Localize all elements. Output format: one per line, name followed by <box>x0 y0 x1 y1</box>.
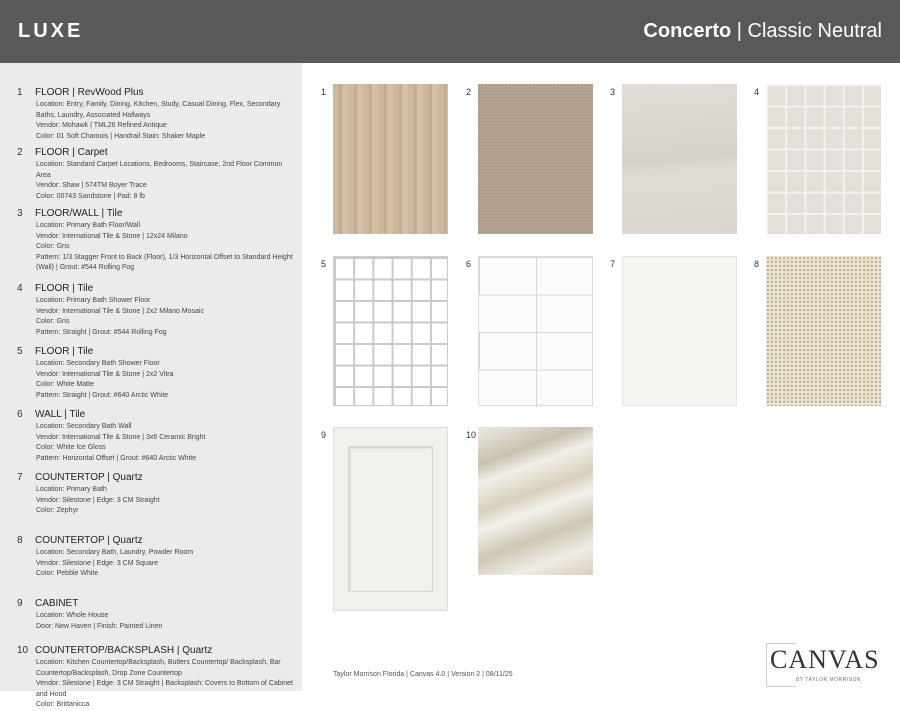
item-detail: Vendor: International Tile & Stone | 2x2 Milano Mosaic <box>36 307 204 315</box>
canvas-logo: CANVAS BY TAYLOR MORRISON <box>766 643 884 689</box>
item-number: 1 <box>17 87 23 98</box>
item-detail: Location: Primary Bath Floor/Wall <box>36 222 140 229</box>
item-title: WALL | Tile <box>35 409 86 420</box>
item-detail: Vendor: Mohawk | TML26 Refined Antique <box>36 122 167 129</box>
item-detail: Vendor: International Tile & Stone | 2x2 Vitra <box>36 370 174 378</box>
item-detail: Location: Secondary Bath Shower Floor <box>36 360 160 367</box>
swatch-cabinet <box>333 427 448 611</box>
swatch-wood <box>333 84 448 234</box>
swatch-number: 5 <box>321 259 327 269</box>
swatch-number: 7 <box>610 259 616 269</box>
brand-logo: LUXE <box>18 20 84 42</box>
swatch-number: 9 <box>321 430 327 440</box>
footer-text: Taylor Morrison Florida | Canvas 4.0 | Version 2 | 08/11/25 <box>333 671 513 678</box>
spec-list <box>0 63 302 708</box>
item-number: 2 <box>17 147 23 158</box>
item-title: COUNTERTOP | Quartz <box>35 535 143 546</box>
swatch-marble <box>478 427 593 575</box>
swatch-number: 10 <box>466 430 477 440</box>
item-detail: Pattern: Horizontal Offset | Grout: #640 Arctic White <box>36 454 197 462</box>
item-detail: Color: 00743 Sandstone | Pad: 8 lb <box>36 192 145 200</box>
item-detail: Location: Secondary Bath Wall <box>36 423 132 430</box>
item-number: 6 <box>17 409 23 420</box>
item-title: FLOOR | RevWood Plus <box>35 87 144 98</box>
item-detail: Location: Whole House <box>36 612 109 619</box>
item-number: 5 <box>17 346 23 357</box>
swatch-mosaic <box>766 84 881 234</box>
item-detail: Color: Zephyr <box>36 507 79 514</box>
item-title: CABINET <box>35 598 79 609</box>
item-detail: Location: Standard Carpet Locations, Bedrooms, Staircase, 2nd Floor Common Area <box>36 161 283 179</box>
item-detail: Vendor: Silestone | Edge: 3 CM Straight <box>36 496 160 504</box>
item-detail: Location: Primary Bath Shower Floor <box>36 297 151 304</box>
item-detail: Color: 01 Soft Chamois | Handrail Stain: Shaker Maple <box>36 132 206 140</box>
item-detail: Color: Brittanicca <box>36 701 90 708</box>
item-number: 10 <box>17 645 29 656</box>
item-detail: Color: Gris <box>36 243 70 250</box>
scheme-name: Classic Neutral <box>747 20 882 42</box>
item-title: FLOOR/WALL | Tile <box>35 208 123 219</box>
item-detail: Color: White Ice Gloss <box>36 444 106 451</box>
item-title: FLOOR | Tile <box>35 283 94 294</box>
item-title: COUNTERTOP/BACKSPLASH | Quartz <box>35 645 213 656</box>
item-number: 3 <box>17 208 23 219</box>
item-number: 8 <box>17 535 23 546</box>
item-detail: Location: Kitchen Countertop/Backsplash, Butlers Countertop/ Backsplash, Bar Countertop/Backsplash, Drop Zone Countertop <box>36 659 281 677</box>
title-separator: | <box>731 20 748 42</box>
item-title: FLOOR | Tile <box>35 346 94 357</box>
item-detail: Location: Secondary Bath, Laundry, Powder Room <box>36 549 194 556</box>
item-title: FLOOR | Carpet <box>35 147 108 158</box>
item-detail: Location: Primary Bath <box>36 486 107 493</box>
swatch-number: 1 <box>321 87 327 97</box>
item-detail: Vendor: International Tile & Stone | 12x24 Milano <box>36 232 188 240</box>
item-detail: Color: White Matte <box>36 381 94 388</box>
swatch-number: 4 <box>754 87 760 97</box>
header <box>0 0 900 63</box>
item-title: COUNTERTOP | Quartz <box>35 472 143 483</box>
item-number: 4 <box>17 283 23 294</box>
item-detail: Location: Entry, Family, Dining, Kitchen, Study, Casual Dining, Flex, Secondary Baths, Laundry, Associated Hallways <box>36 101 281 119</box>
item-detail: Vendor: International Tile & Stone | 3x6 Ceramic Bright <box>36 433 206 441</box>
swatch-number: 6 <box>466 259 472 269</box>
swatch-number: 3 <box>610 87 616 97</box>
item-detail: Pattern: Straight | Grout: #640 Arctic White <box>36 391 169 399</box>
swatch-speckle <box>766 256 881 406</box>
item-detail: Vendor: Silestone | Edge: 3 CM Square <box>36 559 159 567</box>
page-title <box>643 20 882 43</box>
item-detail: Pattern: Straight | Grout: #544 Rolling Fog <box>36 328 167 336</box>
swatch-stone <box>622 84 737 234</box>
item-detail: Vendor: Shaw | 574TM Boyer Trace <box>36 182 147 189</box>
collection-name: Concerto <box>643 20 732 42</box>
item-detail: Vendor: Silestone | Edge: 3 CM Straight | Backsplash: Covers to Bottom of Cabinet and Hood <box>36 680 293 698</box>
item-detail: Pattern: 1/3 Stagger Front to Back (Floor), 1/3 Horizontal Offset to Standard Height (Wall) | Grout: #544 Rolling Fog <box>36 253 293 271</box>
swatch-mosaic-white <box>333 256 448 406</box>
swatch-quartz <box>622 256 737 406</box>
item-number: 9 <box>17 598 23 609</box>
item-number: 7 <box>17 472 23 483</box>
item-detail: Color: Pebble White <box>36 570 99 577</box>
item-detail: Color: Gris <box>36 318 70 325</box>
item-detail: Door: New Haven | Finish: Painted Linen <box>36 622 163 630</box>
swatch-subway <box>478 256 593 406</box>
swatch-number: 2 <box>466 87 472 97</box>
swatch-number: 8 <box>754 259 760 269</box>
swatch-carpet <box>478 84 593 234</box>
